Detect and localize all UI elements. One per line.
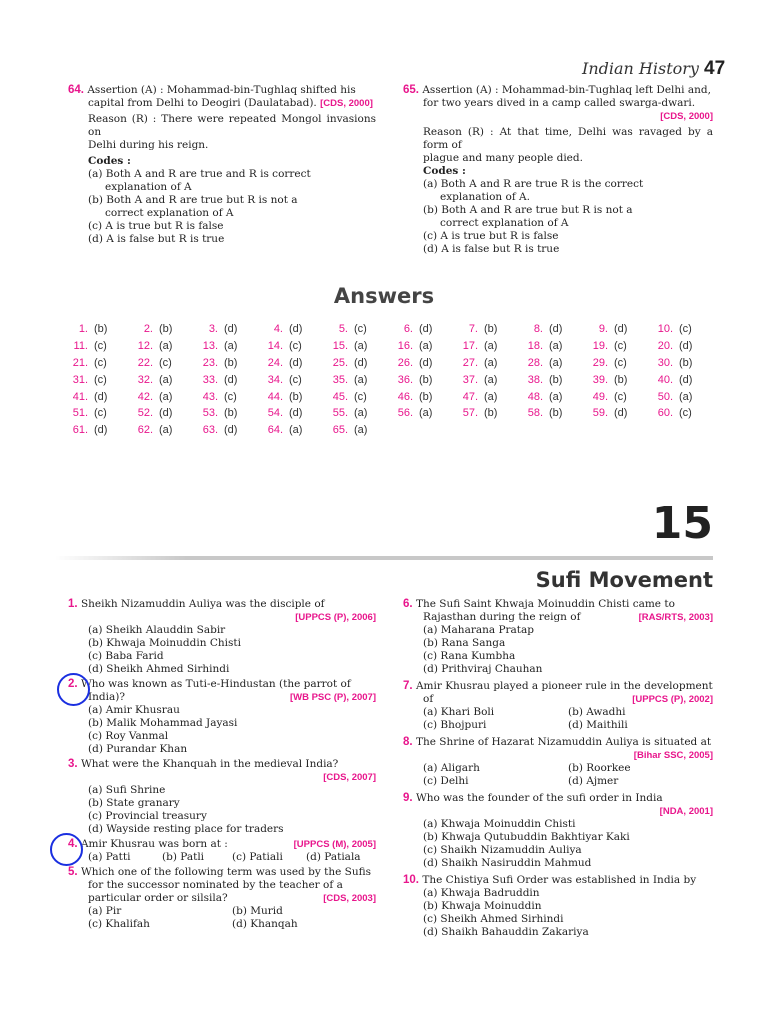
option-c: (c) Khalifah	[88, 918, 150, 930]
answer-value: (b)	[159, 323, 173, 336]
answer-number: 52.	[137, 407, 153, 420]
option-d: (d) A is false but R is true	[88, 233, 225, 245]
answer-key-table	[58, 321, 708, 439]
option-a: (a) Aligarh	[423, 762, 480, 774]
question-6	[403, 598, 713, 676]
option-b: (b) Rana Sanga	[423, 637, 506, 649]
answer-value	[614, 422, 643, 439]
answer-value: (a)	[159, 390, 173, 403]
answer-number: 25.	[332, 356, 348, 369]
option-a: (a) Amir Khusrau	[88, 704, 180, 716]
option-b-cont: correct explanation of A	[105, 207, 234, 219]
question-number: 65.	[403, 84, 419, 96]
option-d: (d) Wayside resting place for traders	[88, 823, 284, 835]
question-1	[68, 598, 376, 676]
answer-value: (a)	[549, 340, 563, 353]
answer-value: (b)	[484, 407, 498, 420]
chapter-divider	[55, 556, 713, 560]
answer-number: 55.	[332, 407, 348, 420]
question-text: Assertion (A) : Mohammad-bin-Tughlaq left Delhi and,	[422, 84, 711, 96]
question-number: 2.	[68, 678, 78, 690]
answer-number: 62.	[137, 424, 153, 437]
answer-value: (b)	[484, 323, 498, 336]
exam-source: [CDS, 2007]	[323, 772, 376, 783]
question-4	[68, 838, 376, 864]
question-text: capital from Delhi to Deogiri (Daulatabad).	[88, 97, 317, 109]
question-64	[68, 84, 376, 246]
answer-value: (c)	[159, 356, 172, 369]
option-d: (d) Khanqah	[232, 918, 298, 930]
answer-number: 47.	[462, 390, 478, 403]
question-text: Amir Khusrau was born at :	[80, 838, 228, 850]
chapter-number: 15	[651, 498, 713, 549]
answer-number: 21.	[72, 356, 88, 369]
answer-number: 29.	[592, 356, 608, 369]
option-b-cont: correct explanation of A	[440, 217, 569, 229]
answer-value: (b)	[224, 407, 238, 420]
answer-row	[58, 321, 708, 338]
question-text: The Sufi Saint Khwaja Moinuddin Chisti came to	[415, 598, 675, 610]
answer-number: 20.	[657, 340, 673, 353]
answer-value: (d)	[94, 390, 108, 403]
answer-number: 1.	[78, 323, 88, 336]
answer-row	[58, 422, 708, 439]
option-c: (c) Sheikh Ahmed Sirhindi	[423, 913, 564, 925]
question-2	[68, 678, 376, 756]
answer-value: (a)	[159, 340, 173, 353]
option-d: (d) Patiala	[306, 851, 361, 863]
answer-number: 3.	[208, 323, 218, 336]
running-header	[582, 58, 725, 80]
answer-value: (a)	[549, 356, 563, 369]
answer-value: (b)	[419, 373, 433, 386]
answer-number: 36.	[397, 373, 413, 386]
answer-number: 61.	[72, 424, 88, 437]
option-a-cont: explanation of A	[105, 181, 192, 193]
question-number: 10.	[403, 874, 419, 886]
answer-value	[549, 422, 578, 439]
answer-number	[513, 422, 549, 439]
answer-number: 42.	[137, 390, 153, 403]
question-number: 8.	[403, 736, 413, 748]
option-b: (b) Murid	[232, 905, 283, 917]
option-a: (a) Khwaja Badruddin	[423, 887, 540, 899]
answer-number: 64.	[267, 424, 283, 437]
chapter-title: Sufi Movement	[535, 568, 713, 592]
option-a: (a) Sufi Shrine	[88, 784, 166, 796]
answer-value: (a)	[549, 390, 563, 403]
answer-number: 7.	[468, 323, 478, 336]
exam-source: [CDS, 2003]	[323, 893, 376, 904]
answer-value: (b)	[94, 323, 108, 336]
question-number: 1.	[68, 598, 78, 610]
answer-number: 14.	[267, 340, 283, 353]
question-number: 5.	[68, 866, 78, 878]
question-number: 64.	[68, 84, 84, 96]
exam-source: [UPPCS (P), 2002]	[632, 694, 713, 705]
codes-label: Codes :	[88, 155, 131, 167]
answer-value: (d)	[224, 373, 238, 386]
answer-row	[58, 371, 708, 388]
option-c: (c) Patiali	[232, 851, 283, 863]
answer-number: 22.	[137, 356, 153, 369]
answer-number: 40.	[657, 373, 673, 386]
answer-value: (c)	[94, 407, 107, 420]
answer-value: (a)	[159, 424, 173, 437]
answer-value: (d)	[614, 323, 628, 336]
question-text: Amir Khusrau played a pioneer rule in the development	[415, 680, 713, 692]
option-a: (a) Maharana Pratap	[423, 624, 535, 636]
answer-value: (d)	[679, 340, 693, 353]
answer-number: 9.	[598, 323, 608, 336]
question-5	[68, 866, 376, 931]
answer-value: (d)	[419, 323, 433, 336]
question-number: 4.	[68, 838, 78, 850]
answer-value: (d)	[679, 373, 693, 386]
answer-value: (a)	[484, 340, 498, 353]
answers-title: Answers	[333, 284, 435, 308]
answer-value: (a)	[419, 407, 433, 420]
codes-label: Codes :	[423, 165, 466, 177]
answer-value: (c)	[354, 390, 367, 403]
answer-number: 34.	[267, 373, 283, 386]
answer-value: (d)	[224, 424, 238, 437]
question-text: Sheikh Nizamuddin Auliya was the disciple of	[80, 598, 325, 610]
answer-number	[578, 422, 614, 439]
question-text: Assertion (A) : Mohammad-bin-Tughlaq shifted his	[87, 84, 356, 96]
answer-value: (c)	[224, 390, 237, 403]
answer-number	[643, 422, 679, 439]
answer-value: (c)	[679, 323, 692, 336]
answer-number: 31.	[72, 373, 88, 386]
page-number: 47	[704, 58, 726, 79]
question-9	[403, 792, 713, 870]
answer-value: (d)	[614, 407, 628, 420]
answer-value: (c)	[614, 390, 627, 403]
answer-row	[58, 338, 708, 355]
question-text: Which one of the following term was used by the Sufis	[80, 866, 371, 878]
answer-value: (b)	[419, 390, 433, 403]
question-3	[68, 758, 376, 836]
answer-number: 63.	[202, 424, 218, 437]
answer-value	[679, 422, 708, 439]
option-b: (b) Khwaja Moinuddin Chisti	[88, 637, 241, 649]
answer-number: 26.	[397, 356, 413, 369]
answer-value: (a)	[354, 373, 368, 386]
option-b: (b) State granary	[88, 797, 180, 809]
question-text: for two years dived in a camp called swarga-dwari.	[423, 97, 696, 109]
answer-value: (c)	[679, 407, 692, 420]
answer-number: 58.	[527, 407, 543, 420]
reason-text: Reason (R) : At that time, Delhi was ravaged by a form of	[423, 126, 713, 151]
answer-row	[58, 355, 708, 372]
answer-value: (a)	[419, 340, 433, 353]
option-a: (a) Both A and R are true R is the correct	[423, 178, 644, 190]
answer-number: 28.	[527, 356, 543, 369]
answer-row	[58, 405, 708, 422]
question-text: for the successor nominated by the teacher of a	[88, 879, 343, 891]
answer-number	[383, 422, 419, 439]
answer-value: (d)	[289, 323, 303, 336]
answer-number: 53.	[202, 407, 218, 420]
answer-value	[419, 422, 448, 439]
option-d: (d) Shaikh Nasiruddin Mahmud	[423, 857, 592, 869]
answer-value: (d)	[354, 356, 368, 369]
answer-value: (d)	[549, 323, 563, 336]
answer-number: 38.	[527, 373, 543, 386]
question-text: particular order or silsila?	[88, 892, 228, 904]
option-b: (b) Both A and R are true but R is not a	[423, 204, 633, 216]
option-a: (a) Sheikh Alauddin Sabir	[88, 624, 226, 636]
answer-number: 60.	[657, 407, 673, 420]
answer-value: (d)	[289, 356, 303, 369]
book-title: Indian History	[582, 59, 699, 78]
option-b: (b) Patli	[162, 851, 205, 863]
answer-number: 44.	[267, 390, 283, 403]
option-c: (c) A is true but R is false	[88, 220, 224, 232]
answer-number: 6.	[403, 323, 413, 336]
answer-value: (b)	[289, 390, 303, 403]
option-c: (c) Provincial treasury	[88, 810, 207, 822]
answer-value: (a)	[679, 390, 693, 403]
answer-value	[484, 422, 513, 439]
question-8	[403, 736, 713, 788]
answer-number: 24.	[267, 356, 283, 369]
answer-value: (a)	[159, 373, 173, 386]
sufi-right-column	[403, 598, 713, 939]
answer-number: 33.	[202, 373, 218, 386]
option-b: (b) Roorkee	[568, 762, 631, 774]
answer-number: 39.	[592, 373, 608, 386]
answer-value: (a)	[289, 424, 303, 437]
reason-text: Reason (R) : There were repeated Mongol invasions on	[88, 113, 376, 138]
option-d: (d) A is false but R is true	[423, 243, 560, 255]
answer-number: 35.	[332, 373, 348, 386]
answer-number: 11.	[73, 340, 88, 353]
answer-value: (a)	[484, 390, 498, 403]
answer-value: (d)	[419, 356, 433, 369]
answer-number: 18.	[527, 340, 543, 353]
answer-number: 12.	[137, 340, 153, 353]
question-text: What were the Khanquah in the medieval India?	[80, 758, 339, 770]
option-a: (a) Khari Boli	[423, 706, 495, 718]
option-d: (d) Sheikh Ahmed Sirhindi	[88, 663, 230, 675]
answer-value: (b)	[549, 407, 563, 420]
answer-value: (c)	[289, 373, 302, 386]
option-d: (d) Shaikh Bahauddin Zakariya	[423, 926, 589, 938]
answer-value: (a)	[484, 373, 498, 386]
option-c: (c) Roy Vanmal	[88, 730, 169, 742]
answer-number: 2.	[143, 323, 153, 336]
answer-value: (c)	[614, 356, 627, 369]
option-c: (c) A is true but R is false	[423, 230, 559, 242]
exam-source: [CDS, 2000]	[660, 111, 713, 122]
question-text: of	[423, 693, 434, 705]
answer-number: 8.	[533, 323, 543, 336]
answer-number: 15.	[332, 340, 348, 353]
answer-number: 51.	[72, 407, 88, 420]
answer-number: 43.	[202, 390, 218, 403]
question-text: The Shrine of Hazarat Nizamuddin Auliya is situated at	[415, 736, 712, 748]
answer-number: 41.	[72, 390, 88, 403]
answer-value: (b)	[549, 373, 563, 386]
answer-number: 48.	[527, 390, 543, 403]
option-a: (a) Pir	[88, 905, 122, 917]
question-text: Rajasthan during the reign of	[423, 611, 581, 623]
option-b: (b) Both A and R are true but R is not a	[88, 194, 298, 206]
answer-number: 27.	[462, 356, 478, 369]
exam-source: [NDA, 2001]	[659, 806, 713, 817]
question-65	[403, 84, 713, 256]
option-b: (b) Awadhi	[568, 706, 626, 718]
question-number: 7.	[403, 680, 413, 692]
answer-value: (a)	[354, 424, 368, 437]
option-a-cont: explanation of A.	[440, 191, 530, 203]
answer-number: 45.	[332, 390, 348, 403]
option-c: (c) Baba Farid	[88, 650, 164, 662]
option-b: (b) Malik Mohammad Jayasi	[88, 717, 238, 729]
exam-source: [UPPCS (M), 2005]	[293, 839, 376, 850]
question-7	[403, 680, 713, 732]
question-text: India)?	[88, 691, 125, 703]
option-d: (d) Ajmer	[568, 775, 619, 787]
answer-number	[448, 422, 484, 439]
annotation-circle-q4	[50, 833, 83, 866]
answer-value: (b)	[614, 373, 628, 386]
answer-number: 19.	[592, 340, 608, 353]
answer-value: (c)	[94, 356, 107, 369]
answer-value: (d)	[289, 407, 303, 420]
reason-text: Delhi during his reign.	[88, 139, 209, 151]
answer-value: (c)	[289, 340, 302, 353]
option-c: (c) Rana Kumbha	[423, 650, 516, 662]
question-number: 3.	[68, 758, 78, 770]
answer-value: (d)	[224, 323, 238, 336]
option-a: (a) Khwaja Moinuddin Chisti	[423, 818, 576, 830]
answer-number: 49.	[592, 390, 608, 403]
answer-number: 23.	[202, 356, 218, 369]
answer-number: 4.	[273, 323, 283, 336]
answer-number: 65.	[332, 424, 348, 437]
reason-text: plague and many people died.	[423, 152, 583, 164]
question-text: Who was known as Tuti-e-Hindustan (the parrot of	[80, 678, 351, 690]
answer-value: (d)	[159, 407, 173, 420]
answer-number: 57.	[462, 407, 478, 420]
answer-number: 5.	[338, 323, 348, 336]
exam-source: [RAS/RTS, 2003]	[638, 612, 713, 623]
exam-source: [Bihar SSC, 2005]	[633, 750, 713, 761]
answer-value: (a)	[224, 340, 238, 353]
annotation-circle-q2	[57, 673, 90, 706]
option-d: (d) Purandar Khan	[88, 743, 188, 755]
answer-value: (c)	[94, 373, 107, 386]
answer-number: 56.	[397, 407, 413, 420]
option-c: (c) Shaikh Nizamuddin Auliya	[423, 844, 582, 856]
answer-number: 16.	[397, 340, 413, 353]
answer-value: (b)	[224, 356, 238, 369]
option-d: (d) Prithviraj Chauhan	[423, 663, 543, 675]
option-d: (d) Maithili	[568, 719, 628, 731]
answer-number: 59.	[592, 407, 608, 420]
answer-number: 17.	[462, 340, 478, 353]
answer-value: (d)	[94, 424, 108, 437]
answer-value: (a)	[484, 356, 498, 369]
sufi-left-column	[68, 598, 376, 931]
exam-source: [CDS, 2000]	[320, 98, 373, 109]
answer-row	[58, 388, 708, 405]
answer-number: 46.	[397, 390, 413, 403]
answer-value: (b)	[679, 356, 693, 369]
option-c: (c) Delhi	[423, 775, 469, 787]
question-text: Who was the founder of the sufi order in India	[415, 792, 663, 804]
question-text: The Chistiya Sufi Order was established in India by	[422, 874, 697, 886]
option-a: (a) Patti	[88, 851, 131, 863]
option-b: (b) Khwaja Qutubuddin Bakhtiyar Kaki	[423, 831, 630, 843]
answer-number: 50.	[657, 390, 673, 403]
option-a: (a) Both A and R are true and R is correct	[88, 168, 311, 180]
answer-number: 37.	[462, 373, 478, 386]
option-c: (c) Bhojpuri	[423, 719, 487, 731]
answer-value: (c)	[354, 323, 367, 336]
answer-value: (a)	[354, 340, 368, 353]
answer-number: 32.	[137, 373, 153, 386]
answer-number: 10.	[657, 323, 673, 336]
question-number: 9.	[403, 792, 413, 804]
answer-number: 54.	[267, 407, 283, 420]
answer-number: 13.	[202, 340, 218, 353]
exam-source: [UPPCS (P), 2006]	[295, 612, 376, 623]
answer-value: (c)	[614, 340, 627, 353]
answer-number: 30.	[657, 356, 673, 369]
option-b: (b) Khwaja Moinuddin	[423, 900, 542, 912]
exam-source: [WB PSC (P), 2007]	[289, 692, 376, 703]
answer-value: (a)	[354, 407, 368, 420]
answer-value: (c)	[94, 340, 107, 353]
question-10	[403, 874, 713, 939]
question-number: 6.	[403, 598, 413, 610]
